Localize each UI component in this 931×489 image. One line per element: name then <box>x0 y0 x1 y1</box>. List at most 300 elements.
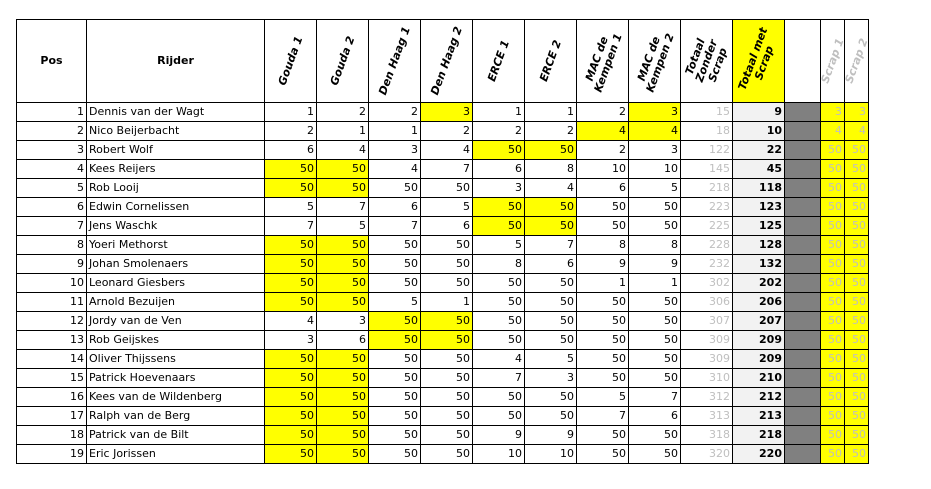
scrap-1-cell: 50 <box>821 445 845 464</box>
score-cell: 1 <box>629 274 681 293</box>
score-cell: 50 <box>525 217 577 236</box>
score-cell: 3 <box>317 312 369 331</box>
rider-name-cell: Arnold Bezuijen <box>87 293 265 312</box>
score-cell: 10 <box>577 160 629 179</box>
score-cell: 50 <box>369 274 421 293</box>
score-cell: 9 <box>577 255 629 274</box>
total-met-cell: 207 <box>733 312 785 331</box>
header-gouda-2: Gouda 2 <box>317 20 369 103</box>
total-zonder-cell: 232 <box>681 255 733 274</box>
scrap-2-cell: 50 <box>845 236 869 255</box>
total-met-cell: 209 <box>733 331 785 350</box>
total-met-cell: 206 <box>733 293 785 312</box>
score-cell: 50 <box>629 331 681 350</box>
score-cell: 50 <box>369 369 421 388</box>
score-cell: 3 <box>265 331 317 350</box>
score-cell: 50 <box>369 179 421 198</box>
score-cell: 50 <box>317 236 369 255</box>
total-zonder-cell: 302 <box>681 274 733 293</box>
score-cell: 2 <box>577 141 629 160</box>
rider-name-cell: Johan Smolenaers <box>87 255 265 274</box>
scrap-1-cell: 50 <box>821 141 845 160</box>
score-cell: 9 <box>525 426 577 445</box>
total-zonder-cell: 312 <box>681 388 733 407</box>
rider-name-cell: Yoeri Methorst <box>87 236 265 255</box>
table-row <box>17 407 869 426</box>
score-cell: 50 <box>629 312 681 331</box>
score-cell: 50 <box>317 426 369 445</box>
score-cell: 6 <box>525 255 577 274</box>
score-cell: 3 <box>473 179 525 198</box>
score-cell: 6 <box>421 217 473 236</box>
total-zonder-cell: 225 <box>681 217 733 236</box>
pos-cell: 19 <box>17 445 87 464</box>
separator-cell <box>785 331 821 350</box>
separator-cell <box>785 141 821 160</box>
table-row <box>17 350 869 369</box>
score-cell: 50 <box>525 198 577 217</box>
scrap-2-cell: 50 <box>845 445 869 464</box>
score-cell: 50 <box>577 445 629 464</box>
score-cell: 50 <box>421 388 473 407</box>
rider-name-cell: Jens Waschk <box>87 217 265 236</box>
total-met-cell: 202 <box>733 274 785 293</box>
score-cell: 3 <box>421 103 473 122</box>
header-mac-2: MAC de Kempen 2 <box>629 20 681 103</box>
score-cell: 50 <box>629 426 681 445</box>
score-cell: 7 <box>577 407 629 426</box>
header-totaal-zonder-scrap: Totaal Zonder Scrap <box>681 20 733 103</box>
score-cell: 50 <box>317 255 369 274</box>
score-cell: 8 <box>473 255 525 274</box>
score-cell: 50 <box>265 274 317 293</box>
score-cell: 50 <box>577 312 629 331</box>
score-cell: 50 <box>421 350 473 369</box>
pos-cell: 4 <box>17 160 87 179</box>
total-zonder-cell: 313 <box>681 407 733 426</box>
score-cell: 50 <box>317 293 369 312</box>
pos-cell: 3 <box>17 141 87 160</box>
score-cell: 50 <box>369 255 421 274</box>
score-cell: 50 <box>421 274 473 293</box>
scrap-2-cell: 50 <box>845 407 869 426</box>
score-cell: 50 <box>265 369 317 388</box>
score-cell: 50 <box>421 445 473 464</box>
total-zonder-cell: 228 <box>681 236 733 255</box>
pos-cell: 1 <box>17 103 87 122</box>
pos-cell: 17 <box>17 407 87 426</box>
score-cell: 50 <box>317 407 369 426</box>
table-row <box>17 198 869 217</box>
score-cell: 50 <box>265 407 317 426</box>
score-cell: 5 <box>629 179 681 198</box>
pos-cell: 2 <box>17 122 87 141</box>
total-met-cell: 220 <box>733 445 785 464</box>
score-cell: 1 <box>525 103 577 122</box>
score-cell: 50 <box>473 293 525 312</box>
scrap-1-cell: 50 <box>821 179 845 198</box>
score-cell: 50 <box>473 407 525 426</box>
scrap-1-cell: 50 <box>821 236 845 255</box>
scrap-2-cell: 50 <box>845 293 869 312</box>
table-row <box>17 179 869 198</box>
score-cell: 50 <box>317 179 369 198</box>
score-cell: 10 <box>473 445 525 464</box>
total-zonder-cell: 318 <box>681 426 733 445</box>
scrap-2-cell: 50 <box>845 312 869 331</box>
score-cell: 5 <box>421 198 473 217</box>
score-cell: 10 <box>525 445 577 464</box>
pos-cell: 18 <box>17 426 87 445</box>
separator-cell <box>785 445 821 464</box>
total-zonder-cell: 145 <box>681 160 733 179</box>
score-cell: 7 <box>629 388 681 407</box>
scrap-1-cell: 50 <box>821 312 845 331</box>
score-cell: 9 <box>473 426 525 445</box>
score-cell: 7 <box>421 160 473 179</box>
score-cell: 6 <box>369 198 421 217</box>
score-cell: 50 <box>525 312 577 331</box>
score-cell: 50 <box>473 331 525 350</box>
score-cell: 50 <box>265 160 317 179</box>
rider-name-cell: Rob Looij <box>87 179 265 198</box>
score-cell: 6 <box>629 407 681 426</box>
table-row <box>17 236 869 255</box>
score-cell: 50 <box>629 445 681 464</box>
scrap-1-cell: 50 <box>821 388 845 407</box>
score-cell: 50 <box>369 312 421 331</box>
total-zonder-cell: 122 <box>681 141 733 160</box>
score-cell: 50 <box>317 274 369 293</box>
header-rijder: Rijder <box>87 20 265 103</box>
score-cell: 4 <box>421 141 473 160</box>
score-cell: 7 <box>369 217 421 236</box>
separator-cell <box>785 426 821 445</box>
score-cell: 50 <box>421 255 473 274</box>
rider-name-cell: Patrick van de Bilt <box>87 426 265 445</box>
separator-cell <box>785 369 821 388</box>
score-cell: 50 <box>369 350 421 369</box>
scrap-1-cell: 50 <box>821 331 845 350</box>
score-cell: 50 <box>473 141 525 160</box>
total-met-cell: 118 <box>733 179 785 198</box>
scrap-2-cell: 50 <box>845 255 869 274</box>
total-met-cell: 9 <box>733 103 785 122</box>
total-zonder-cell: 309 <box>681 331 733 350</box>
separator-cell <box>785 407 821 426</box>
scrap-2-cell: 50 <box>845 141 869 160</box>
score-cell: 50 <box>525 331 577 350</box>
rider-name-cell: Eric Jorissen <box>87 445 265 464</box>
total-met-cell: 22 <box>733 141 785 160</box>
scrap-1-cell: 50 <box>821 293 845 312</box>
score-cell: 8 <box>525 160 577 179</box>
standings-table <box>16 19 869 464</box>
header-totaal-met-scrap: Totaal met Scrap <box>733 20 785 103</box>
table-row <box>17 331 869 350</box>
score-cell: 50 <box>265 350 317 369</box>
rider-name-cell: Patrick Hoevenaars <box>87 369 265 388</box>
table-row <box>17 312 869 331</box>
score-cell: 50 <box>629 350 681 369</box>
score-cell: 50 <box>525 388 577 407</box>
score-cell: 50 <box>317 350 369 369</box>
separator-cell <box>785 122 821 141</box>
score-cell: 50 <box>577 217 629 236</box>
pos-cell: 8 <box>17 236 87 255</box>
scrap-1-cell: 50 <box>821 217 845 236</box>
score-cell: 8 <box>577 236 629 255</box>
score-cell: 5 <box>473 236 525 255</box>
score-cell: 3 <box>369 141 421 160</box>
score-cell: 50 <box>473 312 525 331</box>
score-cell: 2 <box>421 122 473 141</box>
score-cell: 3 <box>525 369 577 388</box>
total-zonder-cell: 223 <box>681 198 733 217</box>
header-den-haag-1: Den Haag 1 <box>369 20 421 103</box>
header-row <box>17 20 869 103</box>
table-row <box>17 293 869 312</box>
scrap-1-cell: 50 <box>821 198 845 217</box>
total-met-cell: 213 <box>733 407 785 426</box>
total-met-cell: 45 <box>733 160 785 179</box>
header-gouda-1: Gouda 1 <box>265 20 317 103</box>
score-cell: 50 <box>369 407 421 426</box>
score-cell: 1 <box>577 274 629 293</box>
pos-cell: 12 <box>17 312 87 331</box>
table-row <box>17 274 869 293</box>
rider-name-cell: Nico Beijerbacht <box>87 122 265 141</box>
score-cell: 4 <box>265 312 317 331</box>
score-cell: 9 <box>629 255 681 274</box>
scrap-1-cell: 50 <box>821 407 845 426</box>
score-cell: 50 <box>265 426 317 445</box>
score-cell: 4 <box>317 141 369 160</box>
scrap-2-cell: 50 <box>845 274 869 293</box>
score-cell: 50 <box>265 293 317 312</box>
score-cell: 50 <box>473 217 525 236</box>
separator-cell <box>785 198 821 217</box>
score-cell: 50 <box>577 331 629 350</box>
rider-name-cell: Robert Wolf <box>87 141 265 160</box>
score-cell: 50 <box>369 445 421 464</box>
scrap-2-cell: 4 <box>845 122 869 141</box>
score-cell: 10 <box>629 160 681 179</box>
score-cell: 50 <box>265 179 317 198</box>
scrap-2-cell: 50 <box>845 426 869 445</box>
scrap-2-cell: 50 <box>845 331 869 350</box>
header-scrap-2: Scrap 2 <box>845 20 869 103</box>
scrap-1-cell: 50 <box>821 160 845 179</box>
rider-name-cell: Oliver Thijssens <box>87 350 265 369</box>
score-cell: 7 <box>525 236 577 255</box>
separator-cell <box>785 312 821 331</box>
scrap-2-cell: 50 <box>845 217 869 236</box>
total-met-cell: 123 <box>733 198 785 217</box>
table-row <box>17 217 869 236</box>
score-cell: 50 <box>473 274 525 293</box>
score-cell: 50 <box>369 331 421 350</box>
score-cell: 50 <box>473 198 525 217</box>
score-cell: 50 <box>421 369 473 388</box>
separator-cell <box>785 293 821 312</box>
score-cell: 50 <box>577 426 629 445</box>
score-cell: 50 <box>421 331 473 350</box>
scrap-2-cell: 50 <box>845 388 869 407</box>
score-cell: 1 <box>473 103 525 122</box>
rider-name-cell: Jordy van de Ven <box>87 312 265 331</box>
total-zonder-cell: 320 <box>681 445 733 464</box>
scrap-1-cell: 50 <box>821 350 845 369</box>
score-cell: 50 <box>265 255 317 274</box>
score-cell: 50 <box>421 312 473 331</box>
score-cell: 1 <box>421 293 473 312</box>
score-cell: 5 <box>317 217 369 236</box>
total-met-cell: 210 <box>733 369 785 388</box>
score-cell: 50 <box>629 293 681 312</box>
total-zonder-cell: 309 <box>681 350 733 369</box>
score-cell: 2 <box>317 103 369 122</box>
score-cell: 50 <box>629 369 681 388</box>
score-cell: 2 <box>265 122 317 141</box>
separator-cell <box>785 179 821 198</box>
score-cell: 7 <box>265 217 317 236</box>
score-cell: 4 <box>577 122 629 141</box>
score-cell: 3 <box>629 103 681 122</box>
total-zonder-cell: 18 <box>681 122 733 141</box>
score-cell: 50 <box>629 217 681 236</box>
total-zonder-cell: 218 <box>681 179 733 198</box>
score-cell: 50 <box>525 274 577 293</box>
pos-cell: 6 <box>17 198 87 217</box>
pos-cell: 13 <box>17 331 87 350</box>
total-met-cell: 212 <box>733 388 785 407</box>
pos-cell: 5 <box>17 179 87 198</box>
score-cell: 50 <box>369 388 421 407</box>
score-cell: 5 <box>369 293 421 312</box>
total-zonder-cell: 310 <box>681 369 733 388</box>
score-cell: 5 <box>265 198 317 217</box>
score-cell: 50 <box>577 198 629 217</box>
table-row <box>17 388 869 407</box>
rider-name-cell: Kees Reijers <box>87 160 265 179</box>
score-cell: 50 <box>265 388 317 407</box>
score-cell: 8 <box>629 236 681 255</box>
scrap-2-cell: 50 <box>845 160 869 179</box>
score-cell: 7 <box>473 369 525 388</box>
score-cell: 1 <box>369 122 421 141</box>
separator-cell <box>785 274 821 293</box>
header-erce-2: ERCE 2 <box>525 20 577 103</box>
table-row <box>17 103 869 122</box>
header-pos: Pos <box>17 20 87 103</box>
scrap-2-cell: 50 <box>845 369 869 388</box>
total-zonder-cell: 307 <box>681 312 733 331</box>
score-cell: 7 <box>317 198 369 217</box>
separator-cell <box>785 103 821 122</box>
separator-cell <box>785 160 821 179</box>
table-row <box>17 141 869 160</box>
total-met-cell: 132 <box>733 255 785 274</box>
score-cell: 50 <box>317 369 369 388</box>
total-met-cell: 125 <box>733 217 785 236</box>
score-cell: 50 <box>369 236 421 255</box>
pos-cell: 7 <box>17 217 87 236</box>
header-scrap-1: Scrap 1 <box>821 20 845 103</box>
score-cell: 50 <box>525 293 577 312</box>
total-zonder-cell: 306 <box>681 293 733 312</box>
score-cell: 6 <box>577 179 629 198</box>
scrap-1-cell: 50 <box>821 274 845 293</box>
score-cell: 6 <box>265 141 317 160</box>
scrap-1-cell: 50 <box>821 426 845 445</box>
table-row <box>17 255 869 274</box>
score-cell: 50 <box>525 407 577 426</box>
pos-cell: 10 <box>17 274 87 293</box>
score-cell: 2 <box>577 103 629 122</box>
total-met-cell: 209 <box>733 350 785 369</box>
separator-cell <box>785 388 821 407</box>
score-cell: 1 <box>317 122 369 141</box>
rider-name-cell: Kees van de Wildenberg <box>87 388 265 407</box>
score-cell: 50 <box>317 388 369 407</box>
score-cell: 50 <box>317 445 369 464</box>
scrap-2-cell: 50 <box>845 179 869 198</box>
pos-cell: 15 <box>17 369 87 388</box>
scrap-1-cell: 50 <box>821 369 845 388</box>
table-row <box>17 445 869 464</box>
score-cell: 2 <box>473 122 525 141</box>
score-cell: 50 <box>629 198 681 217</box>
separator-cell <box>785 350 821 369</box>
table-row <box>17 369 869 388</box>
score-cell: 4 <box>525 179 577 198</box>
rider-name-cell: Edwin Cornelissen <box>87 198 265 217</box>
score-cell: 1 <box>265 103 317 122</box>
rider-name-cell: Leonard Giesbers <box>87 274 265 293</box>
score-cell: 2 <box>369 103 421 122</box>
score-cell: 4 <box>369 160 421 179</box>
rider-name-cell: Ralph van de Berg <box>87 407 265 426</box>
scrap-2-cell: 50 <box>845 350 869 369</box>
score-cell: 50 <box>577 369 629 388</box>
score-cell: 50 <box>577 350 629 369</box>
separator-cell <box>785 236 821 255</box>
score-cell: 50 <box>421 407 473 426</box>
header-erce-1: ERCE 1 <box>473 20 525 103</box>
score-cell: 50 <box>317 160 369 179</box>
table-row <box>17 160 869 179</box>
score-cell: 50 <box>421 179 473 198</box>
score-cell: 5 <box>577 388 629 407</box>
pos-cell: 14 <box>17 350 87 369</box>
table-row <box>17 122 869 141</box>
score-cell: 6 <box>473 160 525 179</box>
rider-name-cell: Dennis van der Wagt <box>87 103 265 122</box>
score-cell: 5 <box>525 350 577 369</box>
pos-cell: 11 <box>17 293 87 312</box>
total-met-cell: 128 <box>733 236 785 255</box>
scrap-2-cell: 50 <box>845 198 869 217</box>
score-cell: 50 <box>421 426 473 445</box>
table-row <box>17 426 869 445</box>
separator-cell <box>785 255 821 274</box>
score-cell: 50 <box>525 141 577 160</box>
total-zonder-cell: 15 <box>681 103 733 122</box>
score-cell: 4 <box>473 350 525 369</box>
scrap-1-cell: 4 <box>821 122 845 141</box>
score-cell: 50 <box>473 388 525 407</box>
